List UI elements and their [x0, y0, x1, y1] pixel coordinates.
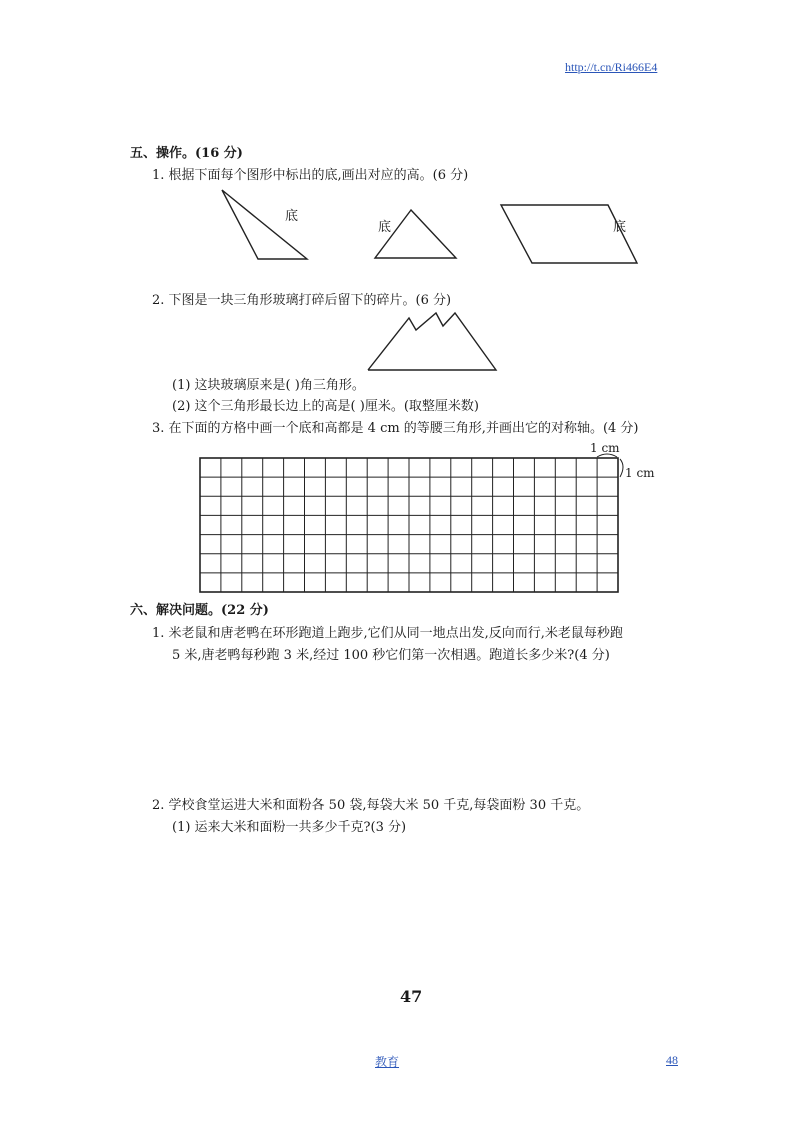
question-6-2-sub1: (1) 运来大米和面粉一共多少千克?(3 分) [172, 820, 407, 835]
acute-triangle-base-label: 底 [378, 220, 392, 235]
question-5-2-text: 2. 下图是一块三角形玻璃打碎后留下的碎片。(6 分) [152, 293, 452, 308]
section-6-title: 六、解决问题。(22 分) [130, 603, 269, 618]
footer-page-link[interactable]: 48 [666, 1053, 678, 1067]
question-5-3-text: 3. 在下面的方格中画一个底和高都是 4 cm 的等腰三角形,并画出它的对称轴。(4 分) [152, 421, 639, 436]
parallelogram-base-label: 底 [613, 220, 627, 235]
question-5-2-sub2: (2) 这个三角形最长边上的高是( )厘米。(取整厘米数) [172, 399, 479, 414]
question-5-1-text: 1. 根据下面每个图形中标出的底,画出对应的高。(6 分) [152, 168, 469, 183]
page-number: 47 [400, 987, 423, 1006]
triangle-base-label: 底 [285, 209, 299, 224]
scale-right-label: 1 cm [625, 466, 655, 480]
question-6-1-line1: 1. 米老鼠和唐老鸭在环形跑道上跑步,它们从同一地点出发,反向而行,米老鼠每秒跑 [152, 626, 623, 641]
question-6-2-text: 2. 学校食堂运进大米和面粉各 50 袋,每袋大米 50 千克,每袋面粉 30 千克。 [152, 798, 590, 813]
question-6-1-line2: 5 米,唐老鸭每秒跑 3 米,经过 100 秒它们第一次相遇。跑道长多少米?(4 分) [172, 648, 610, 663]
footer-link[interactable]: 教育 [375, 1055, 400, 1069]
header-url-link[interactable]: http://t.cn/Ri466E4 [565, 60, 658, 74]
question-5-2-sub1: (1) 这块玻璃原来是( )角三角形。 [172, 378, 365, 393]
section-5-title: 五、操作。(16 分) [130, 146, 243, 161]
grid-svg [200, 458, 618, 592]
grid-paper[interactable] [200, 458, 618, 592]
scale-top-label: 1 cm [590, 441, 620, 455]
